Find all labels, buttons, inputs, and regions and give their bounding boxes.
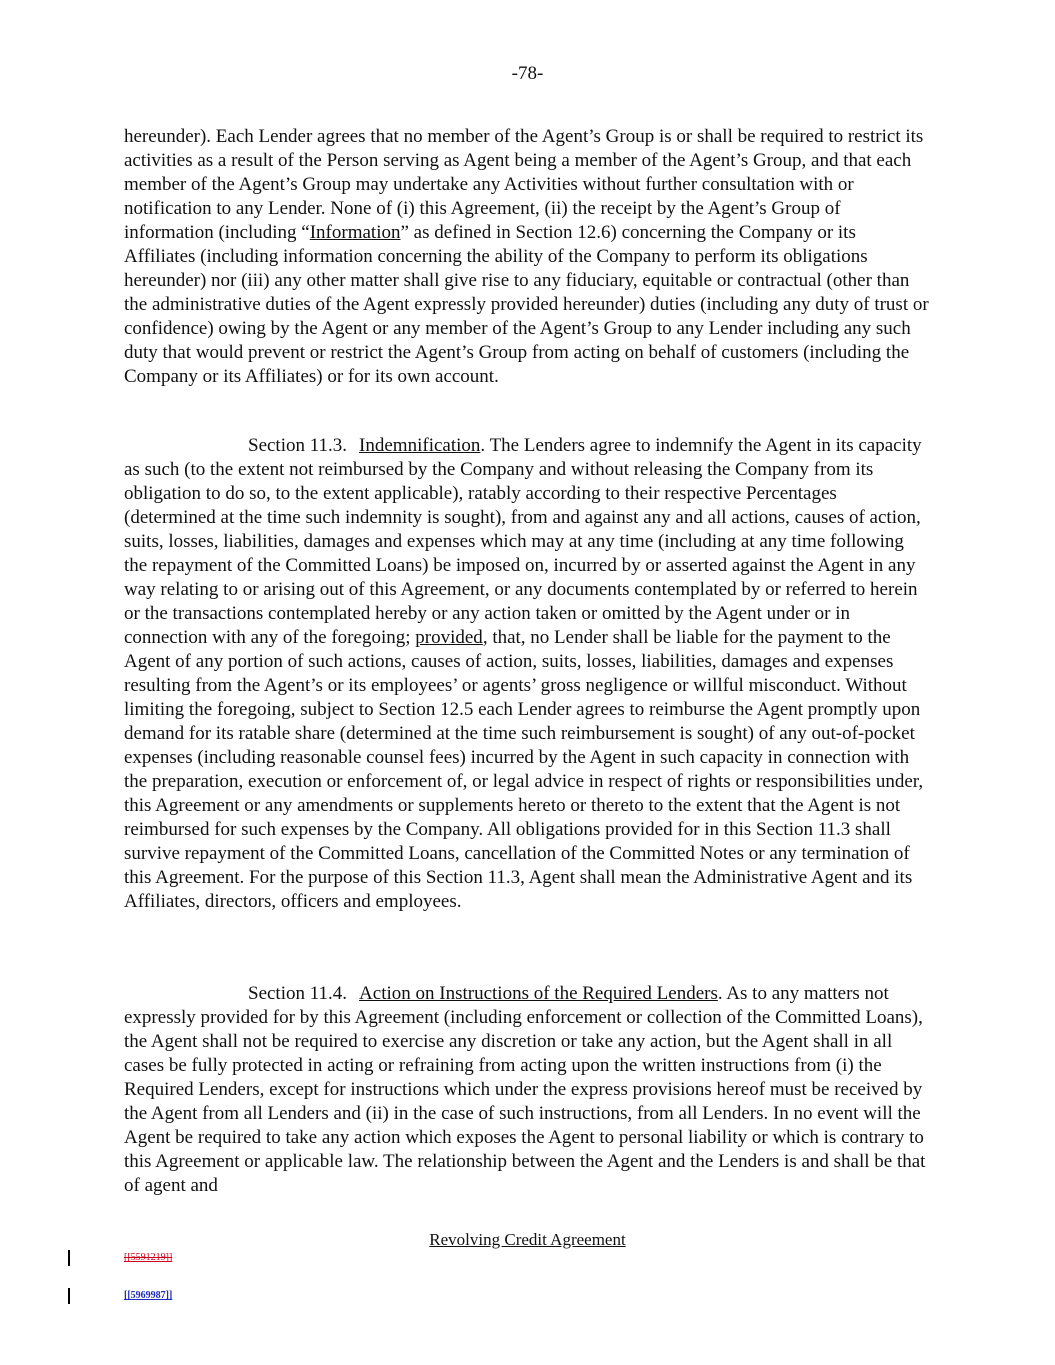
deleted-document-id: [[5591219]] — [124, 1252, 173, 1263]
section-text: . As to any matters not expressly provided for by this Agreement (including enforcement or collection of the Committed Loans), the Agent shall not be required to exercise any discretion or take any action, but the Agent shall in all cases be fully protected in acting or refraining from acting upon the written instructions from (i) the Required Lenders, except for instructions which under the express provisions hereof must be received by the Agent from all Lenders and (ii) in the case of such instructions, from all Lenders. In no event will the Agent be required to take any action which exposes the Agent to personal liability or which is contrary to this Agreement or applicable law. The relationship between the Agent and the Lenders is and shall be that of agent and — [124, 983, 926, 1196]
section-number: Section 11.4. — [248, 983, 348, 1004]
section-text: , that, no Lender shall be liable for the payment to the Agent of any portion of such actions, causes of action, suits, losses, liabilities, damages and expenses resulting from the Agent’s or its employees’ or agents’ gross negligence or willful misconduct. Without limiting the foregoing, subject to Section 12.5 each Lender agrees to reimburse the Agent promptly upon demand for its ratable share (determined at the time such reimbursement is sought) of any out-of-pocket expenses (including reasonable counsel fees) incurred by the Agent in such capacity in connection with the preparation, execution or enforcement of, or legal advice in respect of rights or responsibilities under, this Agreement or any amendments or supplements hereto or thereto to the extent that the Agent is not reimbursed for such expenses by the Company. All obligations provided for in this Section 11.3 shall survive repayment of the Committed Loans, cancellation of the Committed Notes or any termination of this Agreement. For the purpose of this Section 11.3, Agent shall mean the Administrative Agent and its Affiliates, directors, officers and employees. — [124, 627, 924, 912]
defined-term-information: Information — [309, 222, 401, 243]
section-11-4 — [124, 982, 930, 1198]
section-heading: Indemnification — [359, 435, 481, 456]
inserted-document-id: [[5969987]] — [124, 1290, 173, 1301]
section-number: Section 11.3. — [248, 435, 348, 456]
paragraph-text: ” as defined in Section 12.6) concerning the Company or its Affiliates (including information concerning the ability of the Company to perform its obligations hereunder) nor (iii) any other matter shall give rise to any fiduciary, equitable or contractual (other than the administrative duties of the Agent expressly provided hereunder) duties (including any duty of trust or confidence) owing by the Agent or any member of the Agent’s Group to any Lender including any such duty that would prevent or restrict the Agent’s Group from acting on behalf of customers (including the Company or its Affiliates) or for its own account. — [124, 222, 929, 387]
paragraph-text: hereunder). Each Lender agrees that no member of the Agent’s Group is or shall be required to restrict its activities as a result of the Person serving as Agent being a member of the Agent’s Group, and that each member of the Agent’s Group may undertake any Activities without further consultation with or notification to any Lender. None of (i) this Agreement, (ii) the receipt by the Agent’s Group of information (including “ — [124, 126, 924, 243]
proviso-term: provided — [415, 627, 483, 648]
section-heading: Action on Instructions of the Required Lenders — [359, 983, 718, 1004]
page-number: -78- — [511, 63, 544, 84]
paragraph-continuation — [124, 125, 930, 389]
section-11-3 — [124, 434, 930, 914]
change-bar — [68, 1250, 70, 1266]
change-bar — [68, 1288, 70, 1304]
section-text: . The Lenders agree to indemnify the Agent in its capacity as such (to the extent not reimbursed by the Company and without releasing the Company from its obligation to do so, to the extent applicable), ratably according to their respective Percentages (determined at the time such indemnity is sought), from and against any and all actions, causes of action, suits, losses, liabilities, damages and expenses which may at any time (including at any time following the repayment of the Committed Loans) be imposed on, incurred by or asserted against the Agent in any way relating to or arising out of this Agreement, or any documents contemplated by or referred to herein or the transactions contemplated hereby or any action taken or omitted by the Agent under or in connection with any of the foregoing; — [124, 435, 922, 648]
footer-document-title: Revolving Credit Agreement — [429, 1230, 626, 1249]
